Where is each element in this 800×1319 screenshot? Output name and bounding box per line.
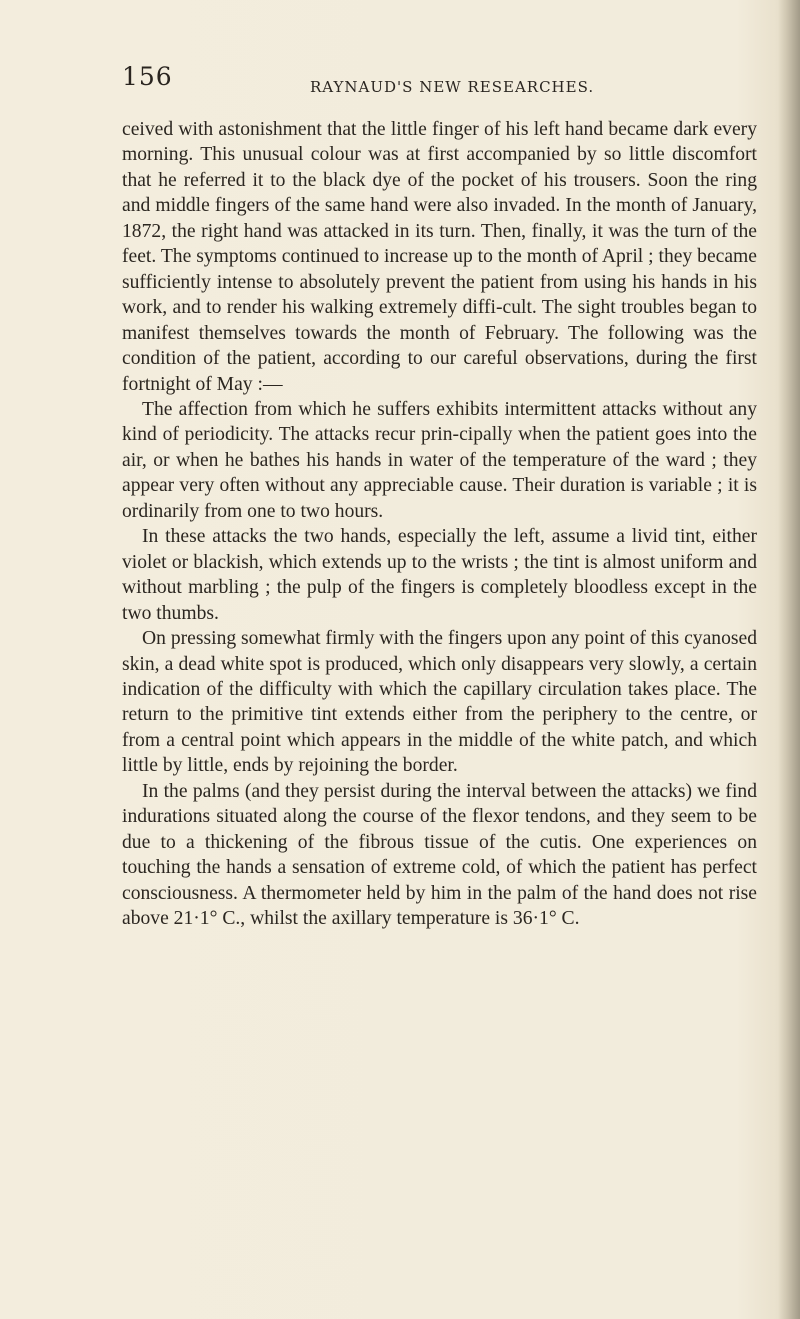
paragraph: In the palms (and they persist during the interval between the attacks) we find indurations situated along the course of the flexor tendons, and they seem to be due to a thickening of the fibrous tissue of the cutis. One experiences on touching the hands a sensation of extreme cold, of which the patient has perfect consciousness. A thermometer held by him in the palm of the hand does not rise above 21·1° C., whilst the axillary temperature is 36·1° C. (122, 780, 757, 930)
body-text (122, 117, 757, 932)
page-binding-shadow (778, 0, 800, 1319)
paragraph: ceived with astonishment that the little finger of his left hand became dark every morning. This unusual colour was at first accompanied by so little discomfort that he referred it to the black dye of the pocket of his trousers. Soon the ring and middle fingers of the same hand were also invaded. In the month of January, 1872, the right hand was attacked in its turn. Then, finally, it was the turn of the feet. The symptoms continued to increase up to the month of April ; they became sufficiently intense to absolutely prevent the patient from using his hands in his work, and to render his walking extremely diffi-cult. The sight troubles began to manifest themselves towards the month of February. The following was the condition of the patient, according to our careful observations, during the first fortnight of May :— (122, 119, 757, 395)
running-title: RAYNAUD'S NEW RESEARCHES. (310, 78, 595, 96)
running-head (122, 62, 787, 96)
paragraph: On pressing somewhat firmly with the fingers upon any point of this cyanosed skin, a dead white spot is produced, which only disappears very slowly, a certain indication of the difficulty with which the capillary circulation takes place. The return to the primitive tint extends either from the periphery to the centre, or from a central point which appears in the middle of the white patch, and which little by little, ends by rejoining the border. (122, 628, 757, 777)
paragraph: In these attacks the two hands, especially the left, assume a livid tint, either violet or blackish, which extends up to the wrists ; the tint is almost uniform and without marbling ; the pulp of the fingers is completely bloodless except in the two thumbs. (122, 526, 757, 624)
paragraph: The affection from which he suffers exhibits intermittent attacks without any kind of periodicity. The attacks recur prin-cipally when the patient goes into the air, or when he bathes his hands in water of the temperature of the ward ; they appear very often without any appreciable cause. Their duration is variable ; it is ordinarily from one to two hours. (122, 398, 757, 522)
page-number: 156 (122, 62, 173, 91)
